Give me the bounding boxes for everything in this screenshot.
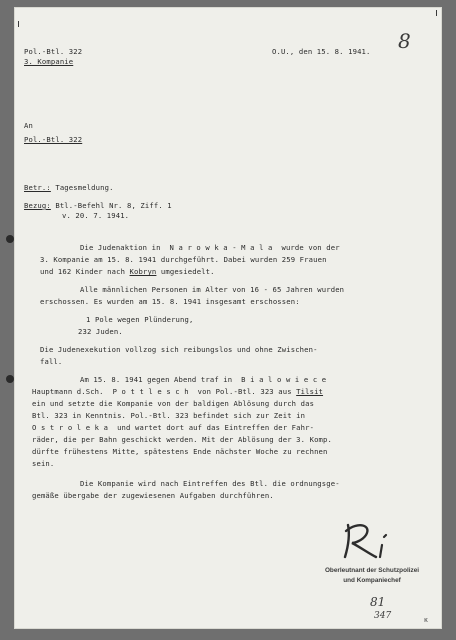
paragraph-4-line-4: Btl. 323 in Kenntnis. Pol.-Btl. 323 befindet sich zur Zeit in: [32, 411, 306, 420]
paragraph-5-line-2: gemäße übergabe der zugewiesenen Aufgaben durchführen.: [32, 491, 274, 500]
place-tilsit: Tilsit: [296, 387, 324, 396]
paragraph-3-line-2: fall.: [40, 357, 63, 366]
paragraph-4-line-2: [32, 387, 323, 396]
archive-mark-81: 81: [370, 595, 386, 609]
list-item-1: 1 Pole wegen Plünderung,: [86, 315, 194, 324]
paragraph-4-line-5: O s t r o l e k a und wartet dort auf das Eintreffen der Fahr-: [32, 423, 315, 432]
paragraph-4-line-1: Am 15. 8. 1941 gegen Abend traf in B i a l o w i e c e: [80, 375, 327, 384]
address-to: An: [24, 121, 33, 130]
p1-l3-end: umgesiedelt.: [156, 267, 215, 276]
paragraph-4-line-6: räder, die per Bahn geschickt werden. Mit der Ablösung der 3. Komp.: [32, 435, 332, 444]
subject-line: [24, 183, 114, 192]
subject-text: Tagesmeldung.: [50, 183, 114, 192]
handwritten-page-number: 8: [398, 29, 411, 53]
reference-text: Btl.-Befehl Nr. 8, Ziff. 1: [50, 201, 172, 210]
reference-date: v. 20. 7. 1941.: [62, 211, 130, 220]
archive-mark-347: 347: [374, 611, 392, 621]
place-kobryn: Kobryn: [129, 267, 157, 276]
p1-l3-text: und 162 Kinder nach: [40, 267, 130, 276]
sender-unit: Pol.-Btl. 322: [24, 47, 83, 56]
paragraph-4-line-8: sein.: [32, 459, 55, 468]
paragraph-4-line-3: ein und setzte die Kompanie von der baldigen Ablösung durch das: [32, 399, 315, 408]
paragraph-5-line-1: Die Kompanie wird nach Eintreffen des Btl. die ordnungsge-: [80, 479, 340, 488]
punch-hole-top: [6, 235, 14, 243]
place-date: O.U., den 15. 8. 1941.: [272, 47, 371, 56]
paragraph-4-line-7: dürfte frühestens Mitte, spätestens Ende nächster Woche zu rechnen: [32, 447, 328, 456]
address-recipient: Pol.-Btl. 322: [24, 135, 83, 144]
p4-l2-text: Hauptmann d.Sch. P o t t l e s c h von Pol.-Btl. 323 aus: [32, 387, 297, 396]
signature-stamp-line-1: Oberleutnant der Schutzpolizei: [324, 567, 420, 574]
sender-company: 3. Kompanie: [24, 57, 74, 66]
archive-corner-code: K: [424, 618, 428, 624]
corner-mark-top-left: [18, 21, 19, 27]
reference-line: [24, 201, 172, 210]
signature-stamp-line-2: und Kompaniechef: [343, 577, 401, 584]
paragraph-1-line-2: 3. Kompanie am 15. 8. 1941 durchgeführt. Dabei wurden 259 Frauen: [40, 255, 327, 264]
punch-hole-bottom: [6, 375, 14, 383]
document-page: [14, 7, 442, 629]
paragraph-3-line-1: Die Judenexekution vollzog sich reibungslos und ohne Zwischen-: [40, 345, 318, 354]
corner-mark-top-right: [436, 10, 437, 16]
handwritten-signature: [332, 519, 404, 563]
paragraph-2-line-1: Alle männlichen Personen im Alter von 16 - 65 Jahren wurden: [80, 285, 345, 294]
paragraph-2-line-2: erschossen. Es wurden am 15. 8. 1941 insgesamt erschossen:: [40, 297, 300, 306]
subject-label: Betr.:: [24, 183, 51, 192]
paragraph-1-line-1: Die Judenaktion in N a r o w k a - M a l a wurde von der: [80, 243, 340, 252]
list-item-2: 232 Juden.: [78, 327, 123, 336]
paragraph-1-line-3: [40, 267, 215, 276]
reference-label: Bezug:: [24, 201, 51, 210]
